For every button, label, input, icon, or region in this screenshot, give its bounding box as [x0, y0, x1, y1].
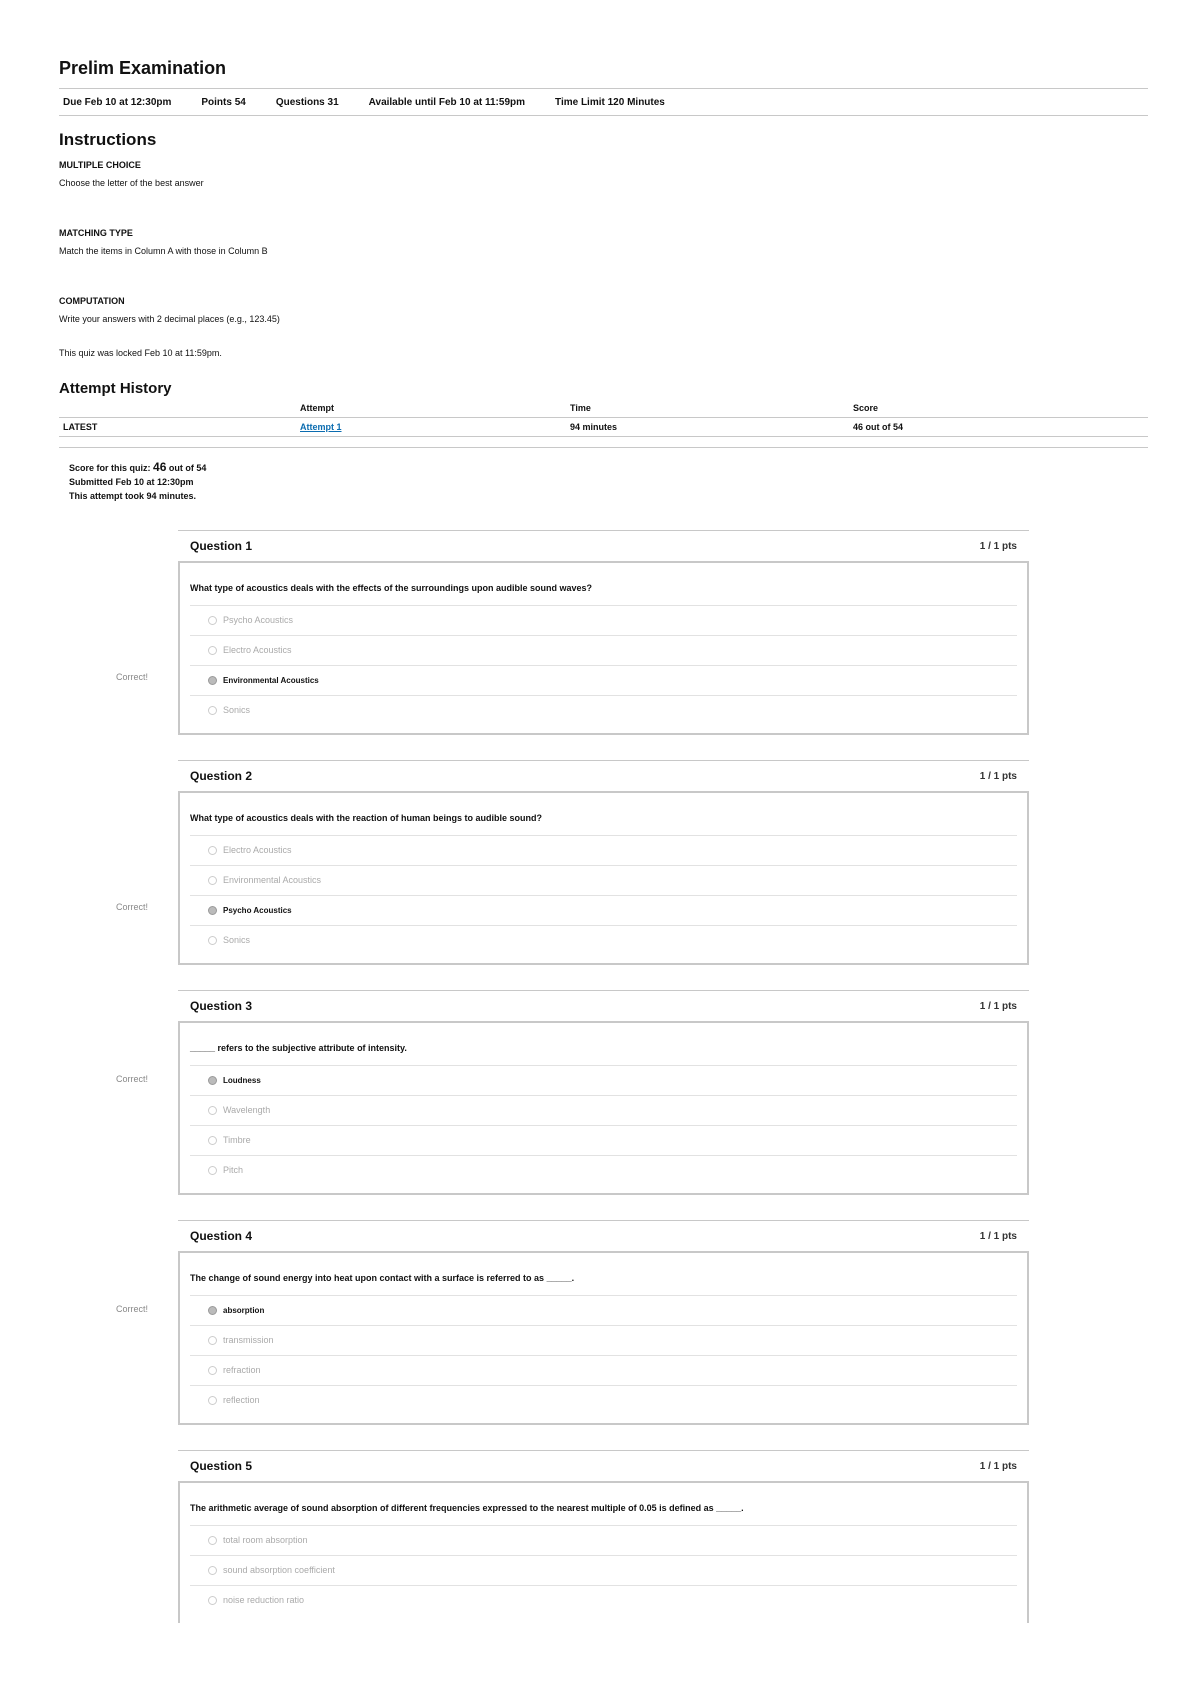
history-time: 94 minutes: [570, 422, 618, 432]
question-header: [178, 760, 1029, 791]
radio-icon: [208, 1106, 217, 1115]
answer-option[interactable]: Pitch: [190, 1156, 1017, 1185]
answer-option[interactable]: Psycho Acoustics: [190, 606, 1017, 636]
history-col-blank: [59, 403, 300, 417]
answer-option[interactable]: reflection: [190, 1386, 1017, 1415]
history-latest-label: LATEST: [63, 422, 98, 432]
page-title: Prelim Examination: [59, 58, 227, 78]
question-text: What type of acoustics deals with the reaction of human beings to audible sound?: [190, 801, 1017, 836]
score-label: Score for this quiz:: [69, 463, 151, 473]
meta-questions: Questions 31: [275, 96, 339, 108]
question-text: What type of acoustics deals with the effects of the surroundings upon audible sound waves?: [190, 571, 1017, 606]
correct-tag: Correct!: [116, 1304, 149, 1314]
score-suffix: out of 54: [168, 463, 207, 473]
attempt-duration-text: This attempt took 94 minutes.: [69, 491, 197, 501]
instructions-section: [59, 228, 1148, 256]
answer-option[interactable]: refraction: [190, 1356, 1017, 1386]
meta-due: Due Feb 10 at 12:30pm: [63, 96, 172, 108]
quiz-meta-bar: [59, 88, 1148, 116]
question-points: 1 / 1 pts: [979, 770, 1017, 782]
radio-icon: [208, 846, 217, 855]
history-score: 46 out of 54: [853, 422, 904, 432]
question-points: 1 / 1 pts: [979, 1230, 1017, 1242]
attempt-link[interactable]: Attempt 1: [300, 422, 342, 432]
radio-icon: [208, 706, 217, 715]
radio-icon: [208, 1336, 217, 1345]
answer-option-selected[interactable]: Psycho Acoustics: [190, 896, 1017, 926]
history-col-attempt: Attempt: [300, 403, 334, 413]
question-4: [116, 1220, 1029, 1425]
instructions-section: [59, 296, 1148, 324]
locked-notice: This quiz was locked Feb 10 at 11:59pm.: [59, 348, 222, 358]
quiz-page: [59, 58, 1148, 503]
history-col-time: Time: [570, 403, 591, 413]
answer-option-selected[interactable]: Loudness: [190, 1066, 1017, 1096]
instruction-head: COMPUTATION: [59, 296, 125, 306]
answer-option[interactable]: Environmental Acoustics: [190, 866, 1017, 896]
radio-icon: [208, 1536, 217, 1545]
submitted-text: Submitted Feb 10 at 12:30pm: [69, 477, 194, 487]
instruction-text: Match the items in Column A with those in Column B: [59, 246, 268, 256]
attempt-history-title: Attempt History: [59, 380, 172, 397]
question-title: Question 3: [190, 999, 253, 1013]
radio-icon: [208, 1366, 217, 1375]
instruction-head: MULTIPLE CHOICE: [59, 160, 141, 170]
answer-option[interactable]: noise reduction ratio: [190, 1586, 1017, 1615]
question-points: 1 / 1 pts: [979, 540, 1017, 552]
instructions-section: [59, 160, 1148, 188]
answer-option-selected[interactable]: Environmental Acoustics: [190, 666, 1017, 696]
answer-option[interactable]: transmission: [190, 1326, 1017, 1356]
question-2: [116, 760, 1029, 965]
radio-icon: [208, 1396, 217, 1405]
question-text: The arithmetic average of sound absorption of different frequencies expressed to the nearest multiple of 0.05 is defined as _____.: [190, 1491, 1017, 1526]
radio-icon: [208, 876, 217, 885]
question-text: The change of sound energy into heat upon contact with a surface is referred to as _____.: [190, 1261, 1017, 1296]
question-body: [178, 1481, 1029, 1623]
meta-points: Points 54: [201, 96, 246, 108]
correct-tag: Correct!: [116, 1074, 149, 1084]
question-body: [178, 561, 1029, 735]
answer-option[interactable]: Timbre: [190, 1126, 1017, 1156]
radio-selected-icon: [208, 906, 217, 915]
question-title: Question 1: [190, 539, 253, 553]
history-col-score: Score: [853, 403, 879, 413]
radio-icon: [208, 1166, 217, 1175]
meta-time-limit: Time Limit 120 Minutes: [555, 96, 665, 108]
answer-option[interactable]: Electro Acoustics: [190, 836, 1017, 866]
question-body: [178, 1021, 1029, 1195]
question-header: [178, 1450, 1029, 1481]
question-points: 1 / 1 pts: [979, 1000, 1017, 1012]
radio-selected-icon: [208, 1306, 217, 1315]
answer-option-selected[interactable]: absorption: [190, 1296, 1017, 1326]
question-3: [116, 990, 1029, 1195]
answer-option[interactable]: Wavelength: [190, 1096, 1017, 1126]
radio-selected-icon: [208, 676, 217, 685]
radio-icon: [208, 1596, 217, 1605]
meta-available: Available until Feb 10 at 11:59pm: [368, 96, 526, 108]
radio-icon: [208, 646, 217, 655]
answer-option[interactable]: sound absorption coefficient: [190, 1556, 1017, 1586]
question-body: [178, 791, 1029, 965]
correct-tag: Correct!: [116, 672, 149, 682]
table-row: [59, 418, 1148, 437]
score-value: 46: [153, 460, 167, 474]
correct-tag: Correct!: [116, 902, 149, 912]
question-points: 1 / 1 pts: [979, 1460, 1017, 1472]
radio-selected-icon: [208, 1076, 217, 1085]
answer-option[interactable]: Sonics: [190, 926, 1017, 955]
question-header: [178, 990, 1029, 1021]
question-text: _____ refers to the subjective attribute of intensity.: [190, 1031, 1017, 1066]
question-1: [116, 530, 1029, 735]
question-title: Question 4: [190, 1229, 253, 1243]
instruction-head: MATCHING TYPE: [59, 228, 133, 238]
radio-icon: [208, 1566, 217, 1575]
radio-icon: [208, 936, 217, 945]
instruction-text: Choose the letter of the best answer: [59, 178, 204, 188]
question-title: Question 2: [190, 769, 253, 783]
answer-option[interactable]: Electro Acoustics: [190, 636, 1017, 666]
instruction-text: Write your answers with 2 decimal places (e.g., 123.45): [59, 314, 280, 324]
history-header-row: [59, 403, 1148, 418]
score-summary: [69, 460, 1148, 503]
questions-list: [116, 530, 1029, 1648]
answer-option[interactable]: total room absorption: [190, 1526, 1017, 1556]
instructions-heading: Instructions: [59, 130, 157, 149]
answer-option[interactable]: Sonics: [190, 696, 1017, 725]
question-body: [178, 1251, 1029, 1425]
radio-icon: [208, 616, 217, 625]
question-5: [178, 1450, 1029, 1623]
radio-icon: [208, 1136, 217, 1145]
question-title: Question 5: [190, 1459, 253, 1473]
question-header: [178, 1220, 1029, 1251]
question-header: [178, 530, 1029, 561]
